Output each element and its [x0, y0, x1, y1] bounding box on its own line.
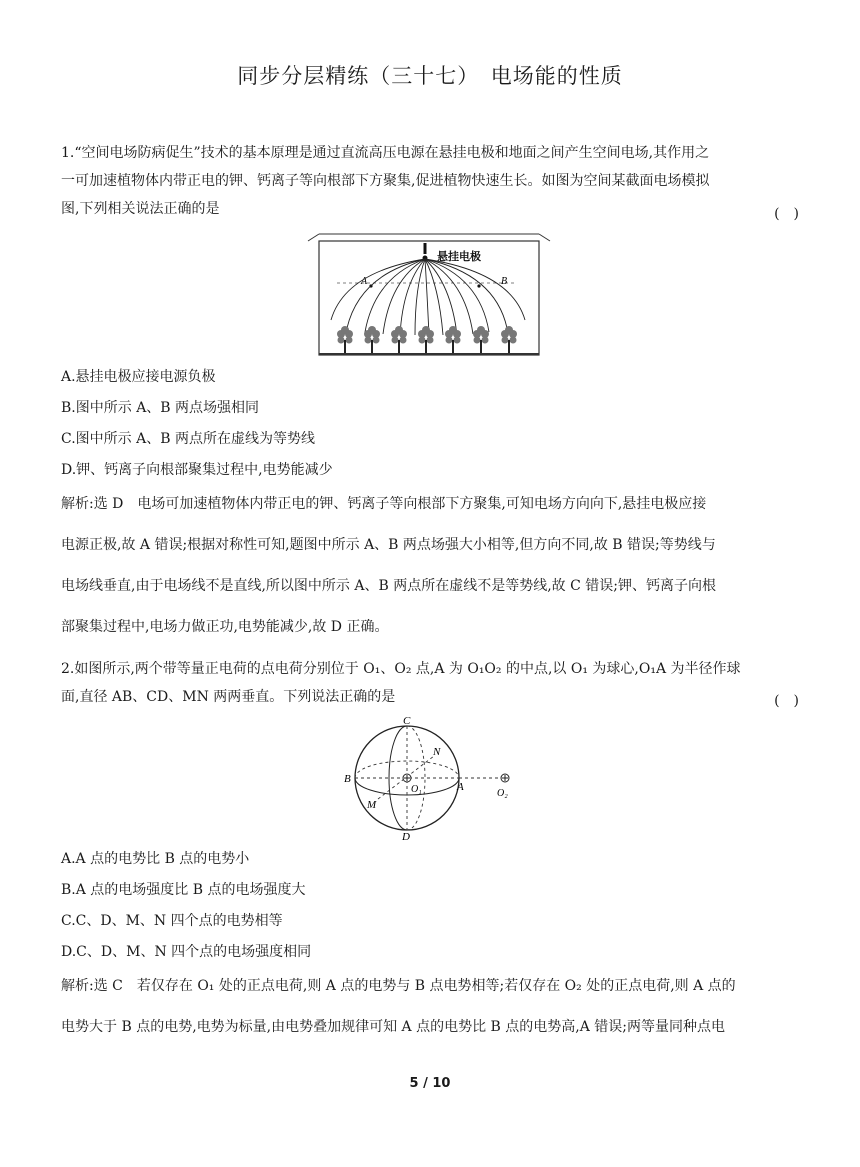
question-1-option-b: B.图中所示 A、B 两点场强相同	[61, 400, 260, 416]
question-2-line: 面,直径 AB、CD、MN 两两垂直。下列说法正确的是	[61, 689, 396, 705]
question-2-option-a: A.A 点的电势比 B 点的电势小	[61, 851, 250, 867]
plant-row	[337, 326, 517, 353]
question-1-option-a: A.悬挂电极应接电源负极	[61, 369, 216, 385]
question-2-option-d: D.C、D、M、N 四个点的电场强度相同	[61, 944, 312, 960]
electrode-label: 悬挂电极	[437, 251, 481, 263]
analysis-line: 解析:选 C 若仅存在 O₁ 处的正点电荷,则 A 点的电势与 B 点电势相等;若仅存在 O₂ 处的正点电荷,则 A 点的	[61, 978, 736, 994]
label-b: B	[344, 773, 351, 785]
answer-bracket: ( )	[774, 693, 799, 709]
page-number: 5 / 10	[409, 1076, 451, 1091]
question-1-text	[61, 139, 799, 223]
question-1-analysis	[61, 484, 799, 648]
point-b-label: B	[501, 276, 508, 287]
analysis-line: 电源正极,故 A 错误;根据对称性可知,题图中所示 A、B 两点场强大小相等,但方向不同,故 B 错误;等势线与	[61, 537, 716, 553]
question-1-line: 1.“空间电场防病促生”技术的基本原理是通过直流高压电源在悬挂电极和地面之间产生空间电场,其作用之	[61, 145, 710, 161]
answer-bracket: ( )	[774, 206, 799, 222]
field-lines	[331, 259, 525, 335]
question-1-line: 一可加速植物体内带正电的钾、钙离子等向根部下方聚集,促进植物快速生长。如图为空间某截面电场模拟	[61, 173, 710, 189]
label-c: C	[403, 715, 411, 727]
question-2-analysis	[61, 966, 799, 1048]
label-m: M	[367, 799, 377, 811]
label-a: A	[457, 781, 464, 793]
label-d: D	[402, 831, 410, 842]
analysis-line: 电势大于 B 点的电势,电势为标量,由电势叠加规律可知 A 点的电势比 B 点的电势高,A 错误;两等量同种点电	[61, 1019, 726, 1035]
label-o2: O₂	[497, 788, 508, 799]
electric-field-figure	[305, 232, 553, 358]
analysis-line: 解析:选 D 电场可加速植物体内带正电的钾、钙离子等向根部下方聚集,可知电场方向向下,悬挂电极应接	[61, 496, 707, 512]
question-2-line: 2.如图所示,两个带等量正电荷的点电荷分别位于 O₁、O₂ 点,A 为 O₁O₂ 的中点,以 O₁ 为球心,O₁A 为半径作球	[61, 661, 741, 677]
point-a-label: A	[361, 276, 368, 287]
question-1-line: 图,下列相关说法正确的是	[61, 201, 220, 217]
sphere-figure	[340, 712, 530, 842]
question-1-option-c: C.图中所示 A、B 两点所在虚线为等势线	[61, 431, 315, 447]
question-2-text	[61, 655, 799, 711]
question-2-option-b: B.A 点的电场强度比 B 点的电场强度大	[61, 882, 306, 898]
question-2-option-c: C.C、D、M、N 四个点的电势相等	[61, 913, 283, 929]
analysis-line: 部聚集过程中,电场力做正功,电势能减少,故 D 正确。	[61, 619, 389, 635]
label-o1: O₁	[411, 784, 422, 795]
page-title: 同步分层精练（三十七） 电场能的性质	[237, 64, 623, 88]
label-n: N	[433, 746, 441, 758]
question-1-option-d: D.钾、钙离子向根部聚集过程中,电势能减少	[61, 462, 333, 478]
analysis-line: 电场线垂直,由于电场线不是直线,所以图中所示 A、B 两点所在虚线不是等势线,故 C 错误;钾、钙离子向根	[61, 578, 716, 594]
